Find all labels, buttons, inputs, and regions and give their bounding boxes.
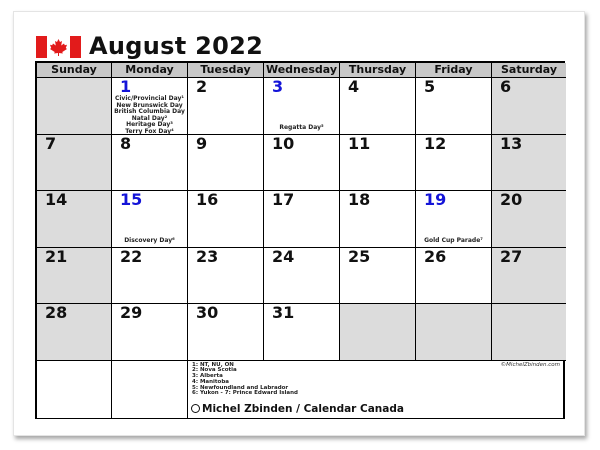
calendar-title: August 2022 [89, 32, 264, 60]
day-cell [492, 248, 566, 305]
holiday-notes [112, 96, 187, 136]
day-cell [264, 191, 340, 248]
day-cell [264, 248, 340, 305]
day-number: 16 [196, 190, 219, 209]
day-cell [340, 135, 416, 192]
day-number: 1 [120, 77, 132, 96]
day-cell [112, 135, 188, 192]
day-number: 17 [272, 190, 295, 209]
day-number: 24 [272, 246, 295, 266]
holiday-notes [416, 238, 491, 245]
day-number: 23 [196, 246, 219, 266]
holiday-name: Regatta Day⁵ [279, 123, 324, 131]
day-cell [188, 304, 264, 361]
footnote-legend [192, 363, 298, 398]
empty-day-cell [492, 304, 566, 361]
day-number: 11 [348, 133, 371, 153]
brand-line [191, 403, 404, 415]
footnote-line: 5: Newfoundland and Labrador [192, 384, 289, 391]
day-number: 10 [272, 133, 295, 153]
day-number: 18 [348, 190, 371, 209]
weekday-header-monday: Monday [112, 63, 188, 78]
day-cell [112, 191, 188, 248]
day-cell [264, 135, 340, 192]
holiday-name: Civic/Provincial Day¹ [114, 95, 185, 102]
day-cell [188, 191, 264, 248]
day-number: 2 [196, 77, 208, 96]
day-cell [37, 191, 112, 248]
calendar-grid [35, 61, 565, 419]
day-number: 15 [120, 190, 143, 209]
day-cell [37, 248, 112, 305]
day-cell [37, 135, 112, 192]
day-number: 8 [120, 133, 132, 153]
brand-logo-icon [191, 404, 200, 413]
day-cell [492, 78, 566, 135]
day-number: 30 [196, 303, 219, 322]
day-number: 3 [272, 77, 284, 96]
weekday-header-wednesday: Wednesday [264, 63, 340, 78]
day-cell [340, 191, 416, 248]
footer-blank-cell [112, 361, 188, 418]
day-number: 25 [348, 246, 371, 266]
day-number: 26 [424, 246, 447, 266]
day-cell [37, 304, 112, 361]
day-number: 22 [120, 246, 143, 266]
holiday-name: Heritage Day³ [126, 121, 173, 129]
day-cell [492, 191, 566, 248]
flag-right-band [70, 36, 81, 58]
day-cell [416, 135, 492, 192]
day-number: 5 [424, 77, 436, 96]
holiday-name: New Brunswick Day [116, 101, 183, 109]
day-number: 19 [424, 190, 447, 209]
holiday-name: Natal Day² [131, 114, 168, 122]
day-cell [340, 248, 416, 305]
footnote-line: 4: Manitoba [192, 378, 229, 385]
day-number: 13 [500, 133, 523, 153]
empty-day-cell [416, 304, 492, 361]
holiday-name: Terry Fox Day⁴ [125, 127, 174, 135]
day-number: 9 [196, 133, 208, 153]
day-number: 7 [45, 133, 57, 153]
weekday-header-thursday: Thursday [340, 63, 416, 78]
empty-day-cell [340, 304, 416, 361]
day-cell [112, 248, 188, 305]
holiday-notes [112, 238, 187, 245]
empty-day-cell [37, 78, 112, 135]
day-cell [264, 304, 340, 361]
day-cell [340, 78, 416, 135]
holiday-name: Discovery Day⁶ [124, 236, 175, 244]
footer-notes-area [188, 361, 563, 418]
footnote-line: 1: NT, NU, ON [192, 361, 234, 368]
day-cell [416, 191, 492, 248]
flag-left-band [36, 36, 47, 58]
day-number: 31 [272, 303, 295, 322]
canada-flag-icon [36, 36, 81, 58]
holiday-notes [264, 125, 339, 132]
footer-blank-cell [37, 361, 112, 418]
day-number: 28 [45, 303, 68, 322]
day-number: 21 [45, 246, 68, 266]
copyright-site: ©MichelZbinden.com [500, 361, 560, 368]
weekday-header-saturday: Saturday [492, 63, 566, 78]
day-cell [264, 78, 340, 135]
day-number: 20 [500, 190, 523, 209]
brand-text: Michel Zbinden / Calendar Canada [202, 402, 404, 415]
day-number: 4 [348, 77, 360, 96]
day-cell [188, 78, 264, 135]
day-number: 29 [120, 303, 143, 322]
day-cell [112, 304, 188, 361]
weekday-header-sunday: Sunday [37, 63, 112, 78]
weekday-header-tuesday: Tuesday [188, 63, 264, 78]
day-number: 12 [424, 133, 447, 153]
day-cell [112, 78, 188, 135]
day-number: 6 [500, 77, 512, 96]
day-cell [416, 248, 492, 305]
day-number: 14 [45, 190, 68, 209]
day-cell [416, 78, 492, 135]
day-cell [492, 135, 566, 192]
day-cell [188, 248, 264, 305]
holiday-name: British Columbia Day [114, 108, 185, 116]
day-cell [188, 135, 264, 192]
weekday-header-friday: Friday [416, 63, 492, 78]
footnote-line: 6: Yukon - 7: Prince Edward Island [192, 390, 298, 397]
holiday-name: Gold Cup Parade⁷ [424, 236, 483, 244]
day-number: 27 [500, 246, 523, 266]
footnote-line: 2: Nova Scotia [192, 367, 237, 374]
footnote-line: 3: Alberta [192, 373, 223, 380]
